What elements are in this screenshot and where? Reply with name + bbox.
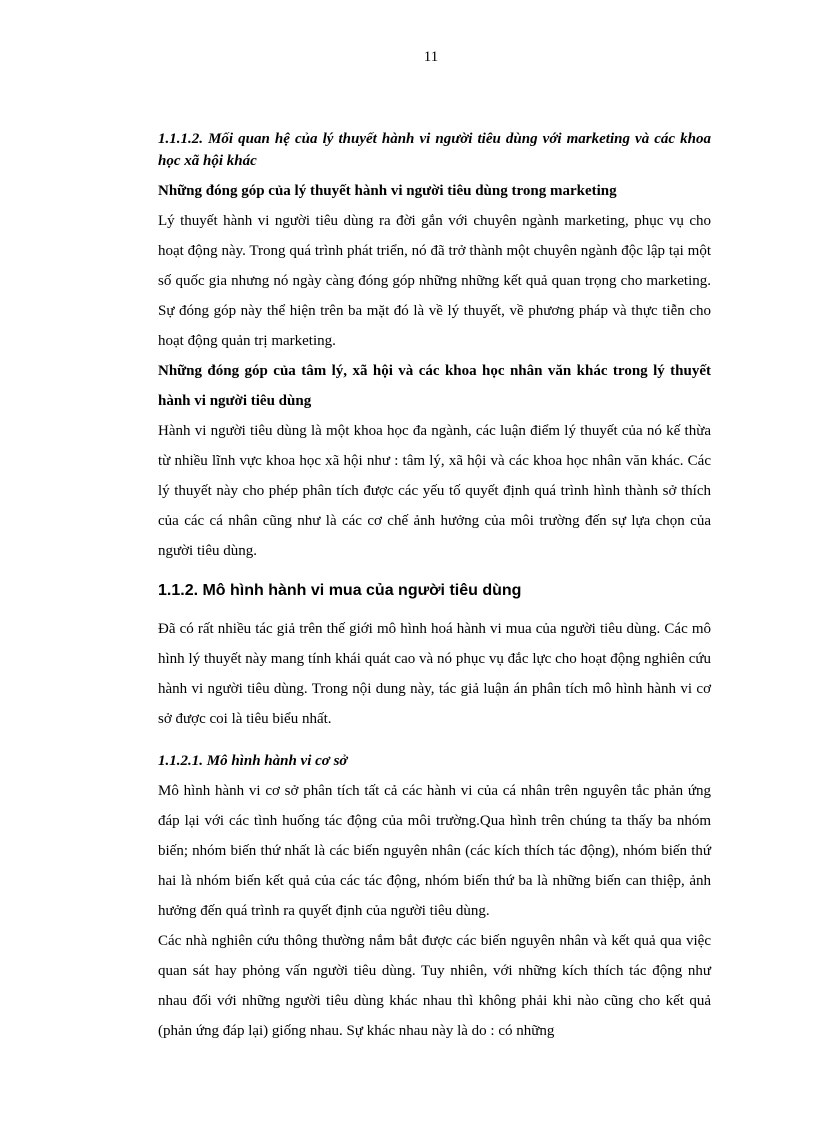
section-heading-1-1-2-1: 1.1.2.1. Mô hình hành vi cơ sở bbox=[158, 753, 348, 769]
paragraph-basic-model: Mô hình hành vi cơ sở phân tích tất cả các hành vi của cá nhân trên nguyên tắc phản ứng đáp lại với các tình huống tác động của môi trường.Qua hình trên chúng ta thấy ba nhóm biến; nhóm biến thứ nhất là các biến nguyên nhân (các kích thích tác động), nhóm biến thứ hai là nhóm biến kết quả của các tác động, nhóm biến thứ ba là những biến can thiệp, ảnh hưởng đến quá trình ra quyết định của người tiêu dùng. bbox=[158, 783, 711, 919]
paragraph-buying-behavior-models: Đã có rất nhiều tác giả trên thế giới mô hình hoá hành vi mua của người tiêu dùng. Các mô hình lý thuyết này mang tính khái quát cao và nó phục vụ đắc lực cho hoạt động nghiên cứu hành vi người tiêu dùng. Trong nội dung này, tác giả luận án phân tích mô hình hành vi cơ sở được coi là tiêu biểu nhất. bbox=[158, 621, 711, 727]
section-heading-1-1-1-2: 1.1.1.2. Mối quan hệ của lý thuyết hành vi người tiêu dùng với marketing và các khoa học xã hội khác bbox=[158, 131, 711, 169]
subheading-social-science-contributions: Những đóng góp của tâm lý, xã hội và các khoa học nhân văn khác trong lý thuyết hành vi người tiêu dùng bbox=[158, 363, 711, 409]
section-heading-1-1-2: 1.1.2. Mô hình hành vi mua của người tiêu dùng bbox=[158, 582, 522, 599]
document-body bbox=[158, 128, 711, 1046]
page-number: 11 bbox=[423, 49, 439, 65]
subheading-marketing-contributions: Những đóng góp của lý thuyết hành vi người tiêu dùng trong marketing bbox=[158, 183, 617, 199]
paragraph-marketing-contributions: Lý thuyết hành vi người tiêu dùng ra đời gắn với chuyên ngành marketing, phục vụ cho hoạt động này. Trong quá trình phát triển, nó đã trở thành một chuyên ngành độc lập tại một số quốc gia nhưng nó ngày càng đóng góp những những kết quả quan trọng cho marketing. Sự đóng góp này thể hiện trên ba mặt đó là về lý thuyết, về phương pháp và thực tiễn cho hoạt động quản trị marketing. bbox=[158, 213, 711, 349]
paragraph-social-science-contributions: Hành vi người tiêu dùng là một khoa học đa ngành, các luận điểm lý thuyết của nó kế thừa từ nhiều lĩnh vực khoa học xã hội như : tâm lý, xã hội và các khoa học nhân văn khác. Các lý thuyết này cho phép phân tích được các yếu tố quyết định quá trình hình thành sở thích của các cá nhân cũng như là các cơ chế ảnh hưởng của môi trường đến sự lựa chọn của người tiêu dùng. bbox=[158, 423, 711, 559]
paragraph-research-variables: Các nhà nghiên cứu thông thường nắm bắt được các biến nguyên nhân và kết quả qua việc quan sát hay phỏng vấn người tiêu dùng. Tuy nhiên, với những kích thích tác động như nhau đối với những người tiêu dùng khác nhau thì không phải khi nào cũng cho kết quả (phản ứng đáp lại) giống nhau. Sự khác nhau này là do : có những bbox=[158, 933, 711, 1039]
